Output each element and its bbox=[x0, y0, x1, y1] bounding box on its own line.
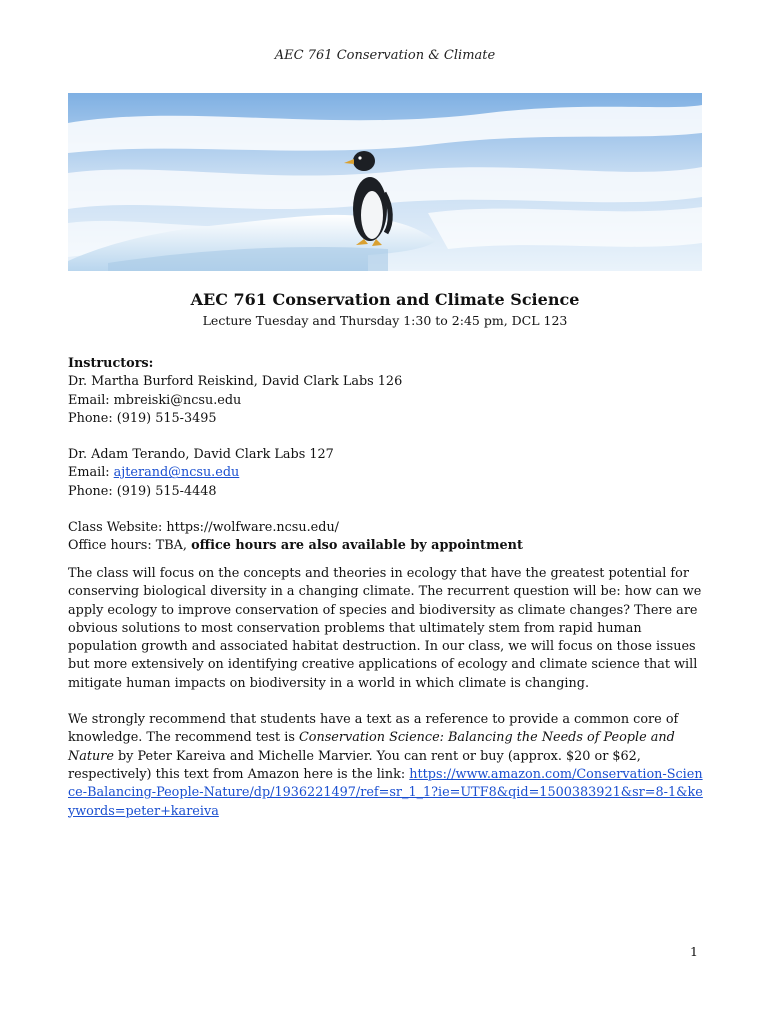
penguin-on-ice-image bbox=[68, 93, 702, 271]
instructor-1-phone: Phone: (919) 515-3495 bbox=[68, 410, 217, 426]
instructor-2-phone: Phone: (919) 515-4448 bbox=[68, 483, 217, 499]
focus-paragraph: The class will focus on the concepts and theories in ecology that have the greatest potential for conserving biological diversity in a changing climate. The recurrent question will be: how can we apply ecology to improve conservation of species and biodiversity as climate changes? There are obvious solutions to most conservation problems that ultimately stem from rapid human population growth and associated habitat destruction. In our class, we will focus on those issues but more extensively on identifying creative applications of ecology and climate science that will mitigate human impacts on biodiversity in a world in which climate is changing. bbox=[68, 566, 702, 691]
amazon-link[interactable]: https://www.amazon.com/Conservation-Science-Balancing-People-Nature/dp/1936221497/ref=sr_1_1?ie=UTF8&qid=1500383921&sr=8-1&keywords=peter+kareiva bbox=[68, 766, 703, 819]
office-hours bbox=[68, 537, 708, 555]
instructors-section bbox=[68, 355, 708, 556]
instructor-2-name: Dr. Adam Terando, David Clark Labs 127 bbox=[68, 447, 334, 463]
instructor-1-email-label: Email: bbox=[68, 392, 114, 408]
spacer bbox=[68, 501, 708, 519]
banner-image bbox=[68, 93, 702, 271]
lecture-schedule: Lecture Tuesday and Thursday 1:30 to 2:45 pm, DCL 123 bbox=[202, 313, 568, 328]
instructor-1-name: Dr. Martha Burford Reiskind, David Clark Labs 126 bbox=[68, 374, 403, 390]
class-website: Class Website: https://wolfware.ncsu.edu/ bbox=[68, 520, 339, 536]
office-hours-prefix: Office hours: TBA, bbox=[68, 538, 192, 554]
textbook-paragraph bbox=[68, 711, 708, 821]
office-hours-appointment: office hours are also available by appointment bbox=[191, 538, 523, 554]
textbook-details: by Peter Kareiva and Michelle Marvier. You can rent or buy (approx. $20 or $62, respectively) this text from Amazon here is the link: bbox=[68, 748, 641, 782]
course-description bbox=[68, 565, 708, 821]
instructor-2-email-label: Email: bbox=[68, 465, 114, 481]
page-number: 1 bbox=[690, 944, 698, 959]
instructor-1-email: mbreiski@ncsu.edu bbox=[113, 392, 242, 408]
spacer bbox=[68, 428, 708, 446]
instructor-2-email-line bbox=[68, 464, 708, 482]
running-header: AEC 761 Conservation & Climate bbox=[274, 48, 496, 63]
instructor-1-email-line bbox=[68, 392, 708, 410]
instructors-heading: Instructors: bbox=[68, 356, 154, 371]
spacer bbox=[68, 693, 708, 711]
textbook-intro: We strongly recommend that students have a text as a reference to provide a common core of knowledge. The recommend test is bbox=[68, 712, 679, 746]
instructor-2-email-link[interactable]: ajterand@ncsu.edu bbox=[113, 465, 240, 481]
textbook-title: Conservation Science: Balancing the Needs of People and Nature bbox=[68, 730, 675, 764]
course-title: AEC 761 Conservation and Climate Science bbox=[190, 290, 580, 309]
